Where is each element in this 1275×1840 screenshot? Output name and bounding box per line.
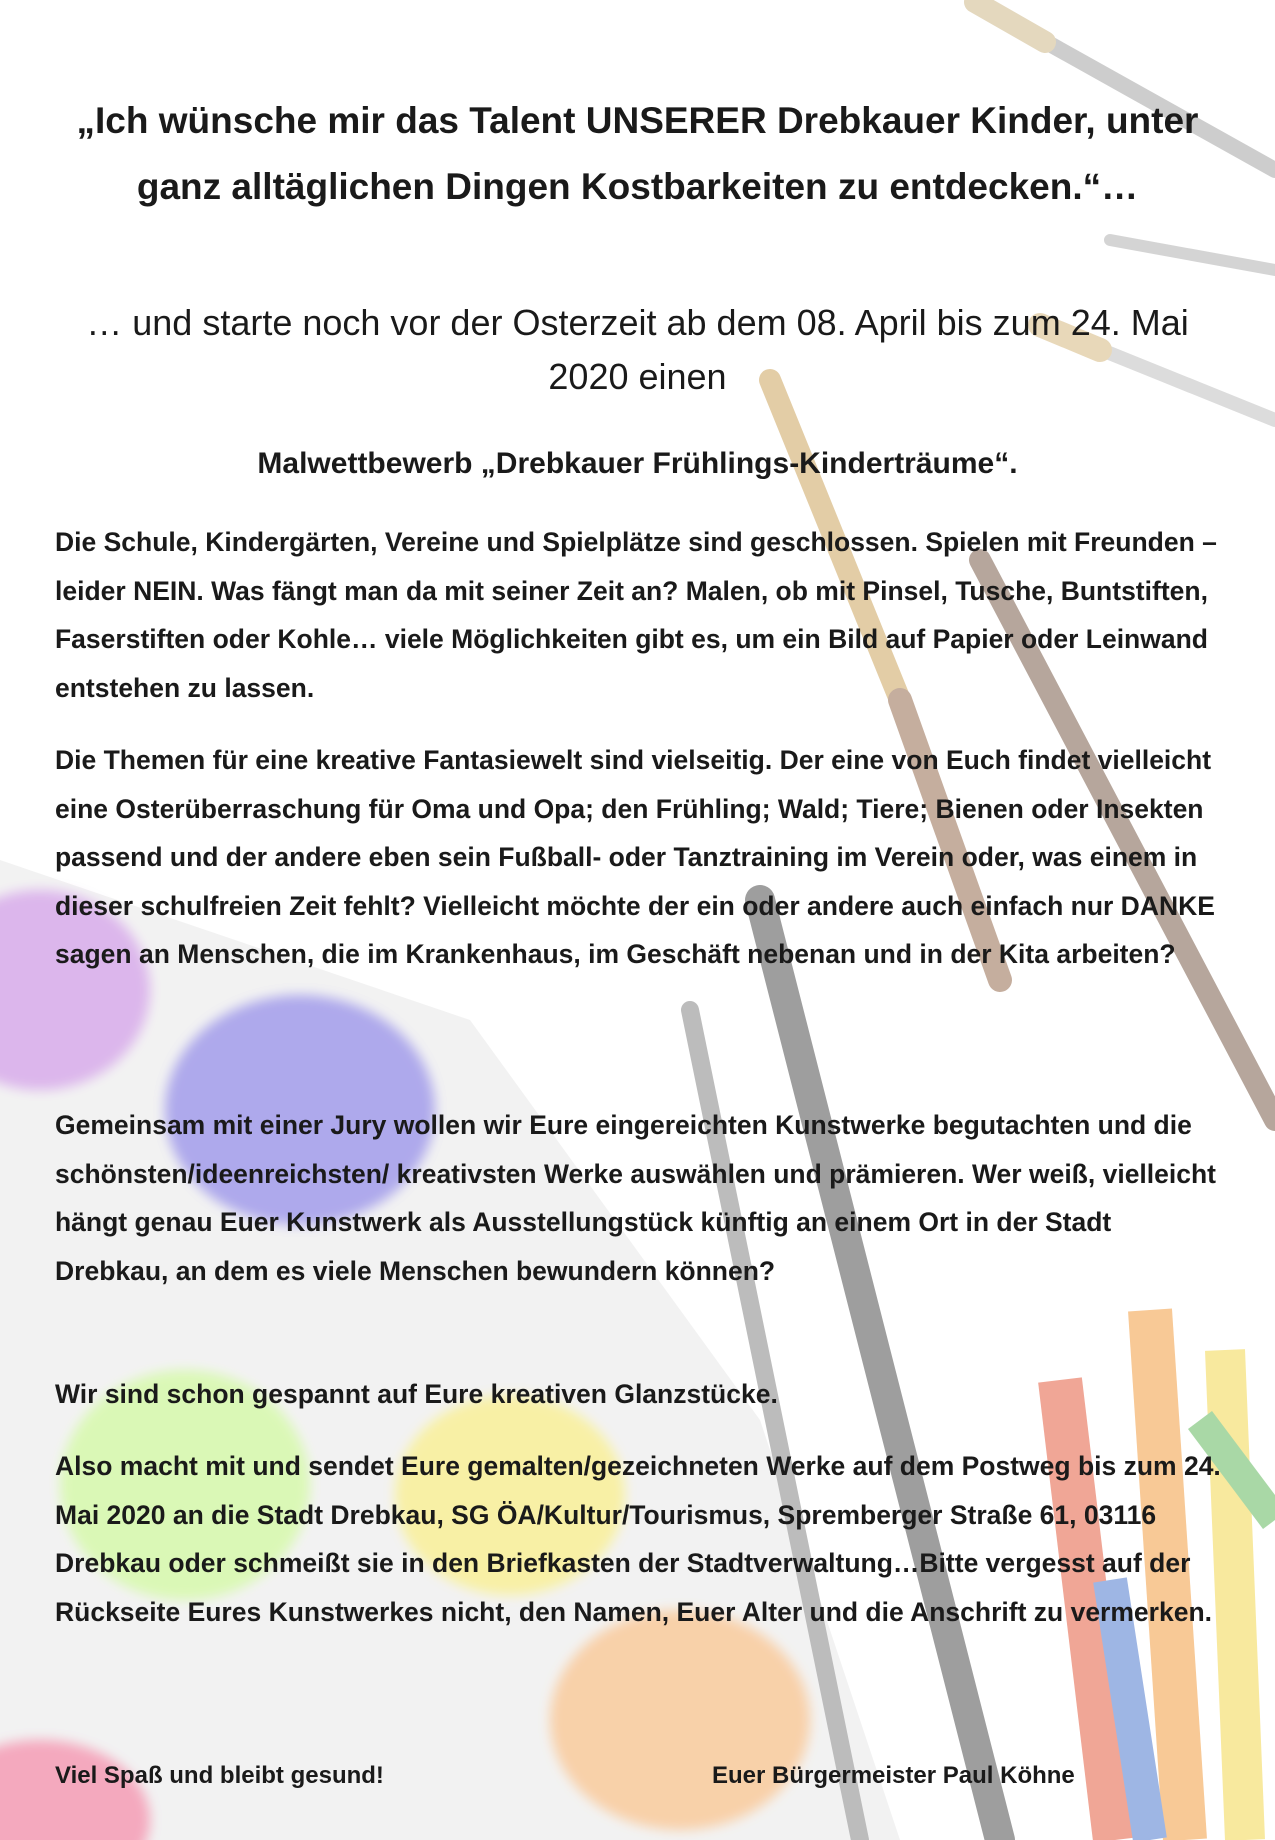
headline-quote: „Ich wünsche mir das Talent UNSERER Drebkauer Kinder, unter ganz alltäglichen Dingen Kostbarkeiten zu entdecken.“… xyxy=(76,100,1199,207)
paragraph-anticipation: Wir sind schon gespannt auf Eure kreativen Glanzstücke. xyxy=(55,1379,778,1409)
paragraph-themes: Die Themen für eine kreative Fantasiewelt sind vielseitig. Der eine von Euch findet vielleicht eine Osterüberraschung für Oma und Opa; den Frühling; Wald; Tiere; Bienen oder Insekten passend und der andere eben sein Fußball- oder Tanztraining im Verein oder, was einem in dieser schulfreien Zeit fehlt? Vielleicht möchte der ein oder andere auch einfach nur DANKE sagen an Menschen, die im Krankenhaus, im Geschäft nebenan und in der Kita arbeiten? xyxy=(55,745,1215,969)
paragraph-closures: Die Schule, Kindergärten, Vereine und Spielplätze sind geschlossen. Spielen mit Freunden – leider NEIN. Was fängt man da mit seiner Zeit an? Malen, ob mit Pinsel, Tusche, Buntstiften, Faserstiften oder Kohle… viele Möglichkeiten gibt es, um ein Bild auf Papier oder Leinwand entstehen zu lassen. xyxy=(55,527,1217,703)
paragraph-submission: Also macht mit und sendet Eure gemalten/gezeichneten Werke auf dem Postweg bis zum 24. Mai 2020 an die Stadt Drebkau, SG ÖA/Kultur/Tourismus, Spremberger Straße 61, 03116 Drebkau oder schmeißt sie in den Briefkasten der Stadtverwaltung…Bitte vergesst auf der Rückseite Eures Kunstwerkes nicht, den Namen, Euer Alter und die Anschrift zu vermerken. xyxy=(55,1451,1221,1627)
signature-mayor: Euer Bürgermeister Paul Köhne xyxy=(712,1762,1075,1789)
contest-title: Malwettbewerb „Drebkauer Frühlings-Kinderträume“. xyxy=(257,447,1018,480)
intro-text: … und starte noch vor der Osterzeit ab dem 08. April bis zum 24. Mai 2020 einen xyxy=(86,302,1189,397)
closing-greeting: Viel Spaß und bleibt gesund! xyxy=(55,1762,384,1789)
paragraph-jury: Gemeinsam mit einer Jury wollen wir Eure eingereichten Kunstwerke begutachten und die schönsten/ideenreichsten/ kreativsten Werke auswählen und prämieren. Wer weiß, vielleicht hängt genau Euer Kunstwerk als Ausstellungstück künftig an einem Ort in der Stadt Drebkau, an dem es viele Menschen bewundern können? xyxy=(55,1110,1217,1286)
